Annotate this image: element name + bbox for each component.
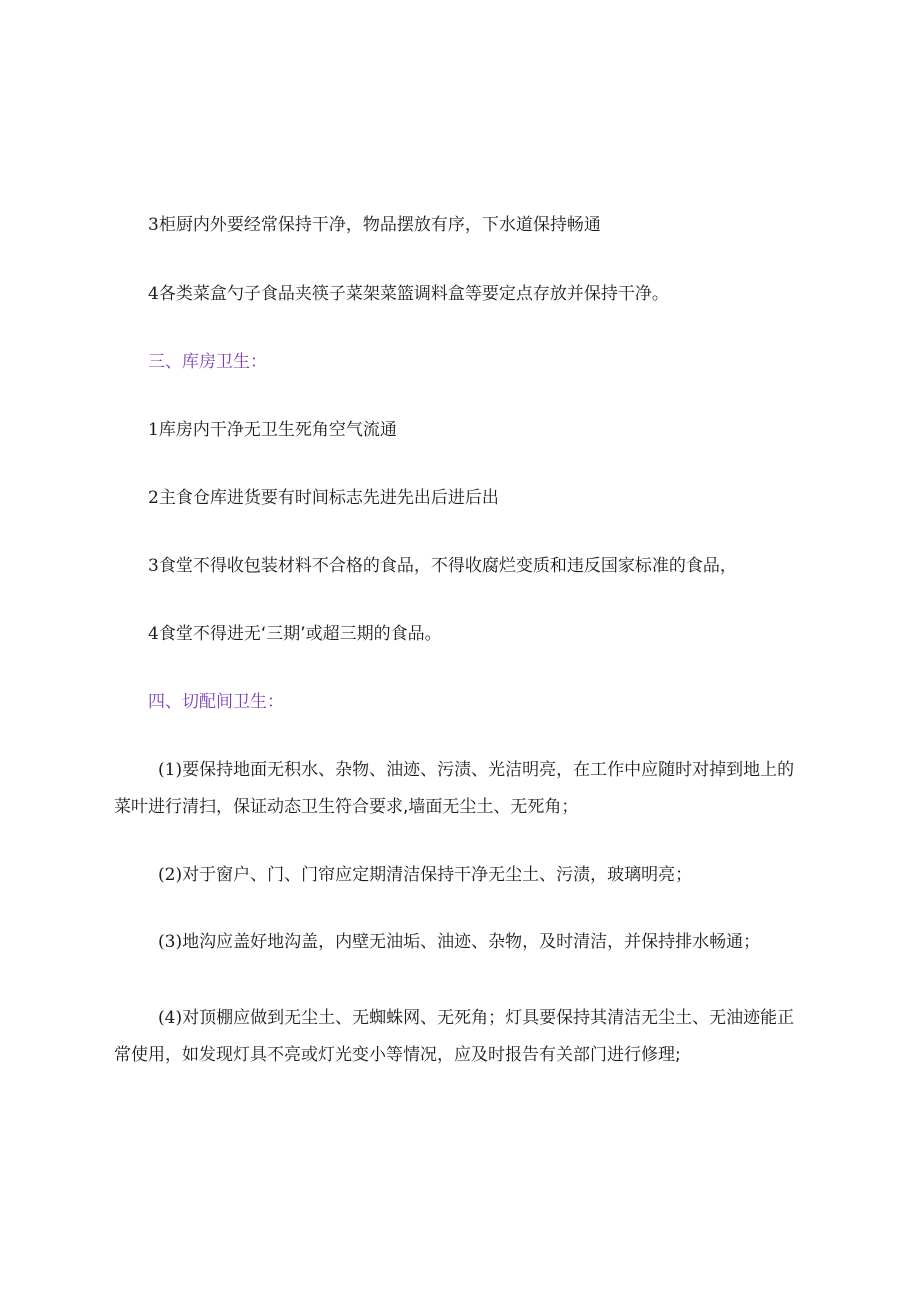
item-text: 库房内干净无卫生死角空气流通 bbox=[158, 420, 397, 440]
section3-item-4 bbox=[148, 624, 442, 644]
item-text: 对顶棚应做到无尘土、无蜘蛛网、无死角；灯具要保持其清洁无尘土、无油迹能正常使用，如发现灯具不亮或灯光变小等情况，应及时报告有关部门进行修理; bbox=[114, 1008, 795, 1065]
item-text: 对于窗户、门、门帘应定期清洁保持干净无尘土、污渍，玻璃明亮； bbox=[182, 865, 693, 885]
item-number: (4) bbox=[158, 1008, 183, 1028]
section2-item-4 bbox=[148, 284, 669, 304]
item-number: (3) bbox=[158, 932, 183, 952]
item-text: 地沟应盖好地沟盖，内壁无油垢、油迹、杂物，及时清洁，并保持排水畅通； bbox=[182, 932, 761, 952]
item-number: 2 bbox=[148, 488, 159, 508]
item-text: 食堂不得收包装材料不合格的食品，不得收腐烂变质和违反国家标准的食品， bbox=[158, 556, 737, 576]
item-number: 3 bbox=[148, 215, 159, 235]
section3-item-1 bbox=[148, 420, 397, 440]
item-number: 4 bbox=[148, 624, 159, 644]
item-number: (2) bbox=[158, 865, 183, 885]
item-text: 要保持地面无积水、杂物、油迹、污渍、光洁明亮，在工作中应随时对掉到地上的菜叶进行清扫，保证动态卫生符合要求,墙面无尘土、无死角； bbox=[114, 760, 795, 817]
item-number: 3 bbox=[148, 556, 159, 576]
section3-heading: 三、库房卫生： bbox=[148, 352, 267, 372]
item-text: 主食仓库进货要有时间标志先进先出后进后出 bbox=[158, 488, 499, 508]
section3-item-2 bbox=[148, 488, 499, 508]
item-number: (1) bbox=[158, 760, 183, 780]
section3-item-3 bbox=[148, 556, 737, 576]
section4-item-4 bbox=[114, 1000, 804, 1074]
section4-item-2 bbox=[114, 857, 804, 894]
section4-item-3 bbox=[114, 924, 804, 961]
item-text: 各类菜盒勺子食品夹筷子菜架菜篮调料盒等要定点存放并保持干净。 bbox=[158, 284, 669, 304]
item-text: 柜厨内外要经常保持干净，物品摆放有序，下水道保持畅通 bbox=[158, 215, 601, 235]
item-number: 4 bbox=[148, 284, 159, 304]
item-text: 食堂不得进无‘三期’或超三期的食品。 bbox=[158, 624, 442, 644]
item-number: 1 bbox=[148, 420, 159, 440]
section4-heading: 四、切配间卫生： bbox=[148, 692, 284, 712]
section4-item-1 bbox=[114, 752, 804, 826]
section2-item-3 bbox=[148, 215, 601, 235]
